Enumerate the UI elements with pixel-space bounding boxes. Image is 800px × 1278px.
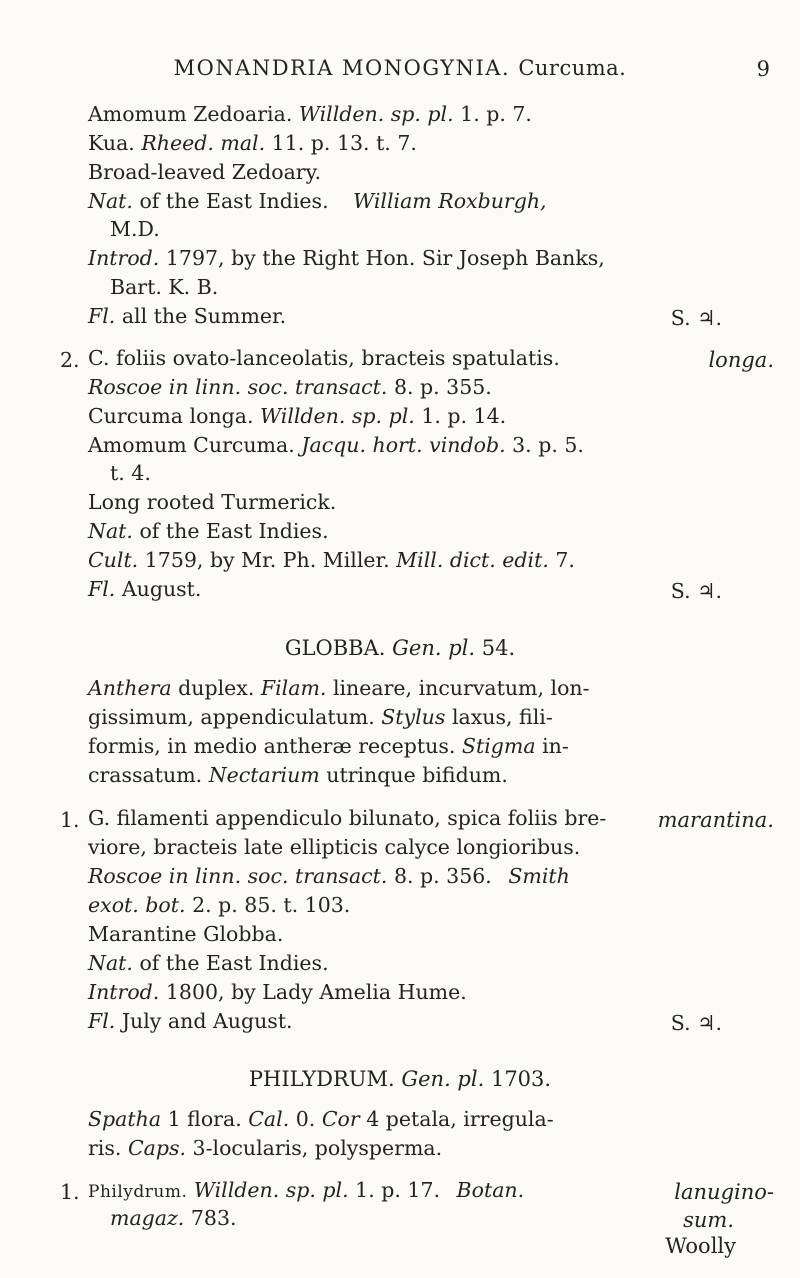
synonym-line [88, 406, 506, 427]
native-line [88, 191, 547, 212]
flowering-line [88, 1011, 293, 1032]
genus-description [88, 1138, 442, 1159]
description-text: 1 flora. [167, 1107, 242, 1131]
genus-name: PHILYDRUM. [248, 1067, 395, 1091]
genus-description [88, 765, 508, 786]
label-fl: Fl. [88, 1009, 116, 1033]
continuation: t. 4. [110, 461, 151, 485]
introduced-line [88, 982, 467, 1003]
term: Cal. [248, 1107, 290, 1131]
person-name: William Roxburgh, [353, 189, 547, 213]
common-name: Broad-leaved Zedoary. [88, 160, 321, 184]
epithet-margin: lanugino- [674, 1180, 774, 1204]
species-number: 1. [60, 1180, 80, 1204]
description-text: laxus, fili- [451, 705, 553, 729]
continuation: M.D. [110, 217, 160, 241]
label-fl: Fl. [88, 304, 116, 328]
genus-description [88, 736, 569, 757]
reference-page: 783. [190, 1206, 237, 1230]
description-text: utrinque bifidum. [326, 763, 508, 787]
habit-symbol: S. ♃. [670, 1011, 722, 1035]
label-cult: Cult. [88, 548, 139, 572]
reference-page: 3. p. 5. [512, 433, 584, 457]
term: Stylus [381, 705, 446, 729]
reference: Smith [508, 864, 570, 888]
reference-number: 54. [481, 636, 516, 660]
label-nat: Nat. [88, 189, 133, 213]
term: Stigma [461, 734, 536, 758]
cultivation-text: 1759, by Mr. Ph. Miller. [144, 548, 390, 572]
running-head [0, 56, 800, 80]
reference-page: 1. p. 14. [421, 404, 507, 428]
genus-heading [0, 1067, 800, 1091]
genus-description [88, 707, 553, 728]
species-name: Philydrum. [88, 1182, 188, 1202]
habit-symbol: S. ♃. [670, 306, 722, 330]
reference: Willden. sp. pl. [260, 404, 415, 428]
synonym-line [88, 104, 532, 125]
synonym-name: Amomum Zedoaria. [88, 102, 293, 126]
reference: Mill. dict. edit. [396, 548, 549, 572]
flowering-line [88, 579, 201, 600]
synonym-line [88, 1180, 524, 1201]
reference: magaz. [110, 1206, 185, 1230]
habit-symbol: S. ♃. [670, 579, 722, 603]
species-number: 2. [60, 348, 80, 372]
reference: Gen. pl. [392, 636, 476, 660]
diagnosis-cont: viore, bracteis late ellipticis calyce longioribus. [88, 835, 581, 859]
flowering-text: July and August. [121, 1009, 293, 1033]
synonym-line [88, 435, 584, 456]
reference: Rheed. mal. [141, 131, 266, 155]
flowering-text: August. [121, 577, 202, 601]
cultivation-line [88, 550, 575, 571]
reference-page: 11. p. 13. t. 7. [271, 131, 417, 155]
reference-page: 7. [555, 548, 575, 572]
reference: Gen. pl. [401, 1067, 485, 1091]
synonym-line [88, 133, 417, 154]
description-text: 0. [295, 1107, 316, 1131]
reference: Willden. sp. pl. [193, 1178, 349, 1202]
page-number: 9 [756, 57, 770, 81]
synonym-name: Amomum Curcuma. [88, 433, 295, 457]
term: Filam. [260, 676, 327, 700]
native-text: of the East Indies. [139, 951, 329, 975]
term: Caps. [127, 1136, 187, 1160]
flowering-line [88, 306, 286, 327]
reference: Roscoe in linn. soc. transact. [88, 864, 388, 888]
species-number: 1. [60, 808, 80, 832]
description-text: gissimum, appendiculatum. [88, 705, 375, 729]
description-text: crassatum. [88, 763, 203, 787]
reference-page: 1. p. 17. [355, 1178, 441, 1202]
epithet-margin: marantina. [657, 808, 774, 832]
reference-line [88, 866, 570, 887]
catchword: Woolly [665, 1234, 736, 1258]
reference: Jacqu. hort. vindob. [301, 433, 506, 457]
label-nat: Nat. [88, 951, 133, 975]
native-text: of the East Indies. [139, 189, 329, 213]
epithet-margin: longa. [708, 348, 774, 372]
label-introd: Introd. [88, 246, 160, 270]
description-text: ris. [88, 1136, 122, 1160]
reference-line [88, 377, 492, 398]
native-line [88, 953, 329, 974]
synonym-name: Kua. [88, 131, 135, 155]
common-name: Long rooted Turmerick. [88, 490, 337, 514]
reference: Botan. [456, 1178, 525, 1202]
reference: exot. bot. [88, 893, 186, 917]
synonym-name: Curcuma longa. [88, 404, 254, 428]
description-text: in- [542, 734, 569, 758]
reference-page: 8. p. 355. [393, 375, 492, 399]
term: Nectarium [208, 763, 320, 787]
native-line [88, 521, 329, 542]
genus-description [88, 1109, 554, 1130]
term: Anthera [88, 676, 172, 700]
running-head-genus: Curcuma. [518, 56, 627, 80]
running-head-class: MONANDRIA MONOGYNIA. [173, 56, 511, 80]
label-nat: Nat. [88, 519, 133, 543]
introduced-text: 1800, by Lady Amelia Hume. [165, 980, 467, 1004]
reference: Willden. sp. pl. [298, 102, 454, 126]
reference-page: 2. p. 85. t. 103. [192, 893, 351, 917]
label-fl: Fl. [88, 577, 116, 601]
introduced-text: 1797, by the Right Hon. Sir Joseph Banks, [165, 246, 605, 270]
reference-number: 1703. [490, 1067, 552, 1091]
term: Cor [321, 1107, 360, 1131]
genus-name: GLOBBA. [284, 636, 386, 660]
common-name: Marantine Globba. [88, 922, 284, 946]
genus-description [88, 678, 590, 699]
description-text: 3-locularis, polysperma. [192, 1136, 443, 1160]
term: Spatha [88, 1107, 162, 1131]
epithet-margin-cont: sum. [683, 1208, 734, 1232]
diagnosis: G. filamenti appendiculo bilunato, spica foliis bre- [88, 806, 607, 830]
continuation: Bart. K. B. [110, 275, 219, 299]
description-text: lineare, incurvatum, lon- [332, 676, 590, 700]
reference-page: 8. p. 356. [393, 864, 492, 888]
native-text: of the East Indies. [139, 519, 329, 543]
introduced-line [88, 248, 605, 269]
label-introd: Introd. [88, 980, 160, 1004]
reference: Roscoe in linn. soc. transact. [88, 375, 388, 399]
reference-line [88, 895, 350, 916]
reference-line [110, 1208, 237, 1229]
genus-heading [0, 636, 800, 660]
description-text: formis, in medio antheræ receptus. [88, 734, 456, 758]
diagnosis: C. foliis ovato-lanceolatis, bracteis spatulatis. [88, 346, 560, 370]
reference-page: 1. p. 7. [460, 102, 532, 126]
description-text: 4 petala, irregula- [366, 1107, 554, 1131]
flowering-text: all the Summer. [121, 304, 287, 328]
description-text: duplex. [178, 676, 255, 700]
